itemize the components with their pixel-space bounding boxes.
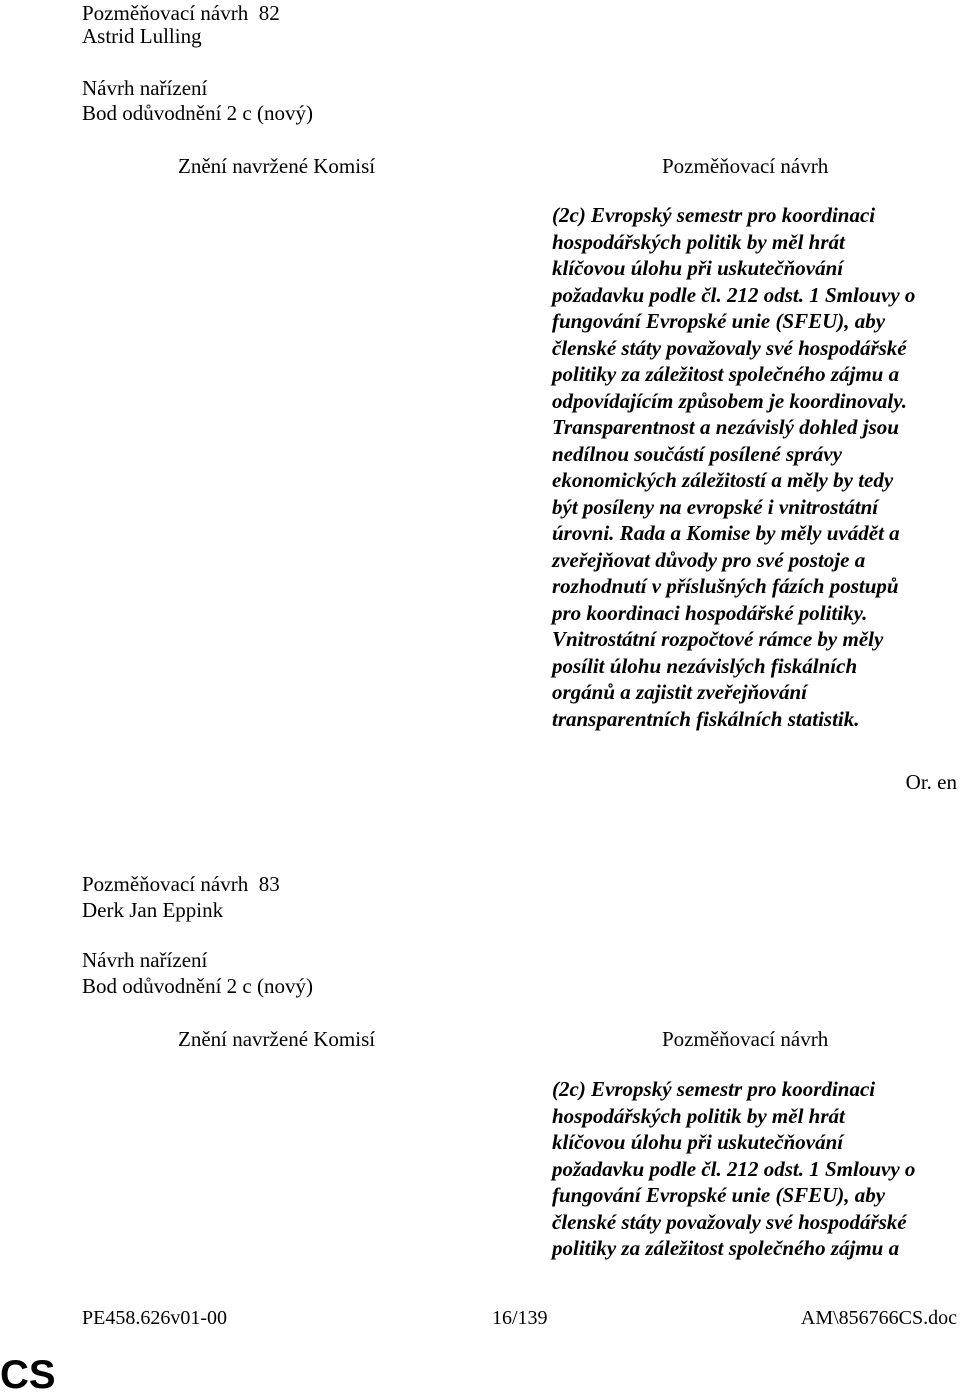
text-line: fungování Evropské unie (SFEU), aby xyxy=(552,309,886,333)
text-line: politiky za záležitost společného zájmu a xyxy=(552,362,900,386)
amendment-83-text xyxy=(552,1076,952,1262)
footer-document-name: AM\856766CS.doc xyxy=(800,1307,957,1329)
amendment-82-proposal: Návrh nařízení xyxy=(82,76,208,100)
amendment-number: 82 xyxy=(258,1,280,25)
amendment-82-column-left-heading: Znění navržené Komisí xyxy=(178,154,376,178)
amendment-82-column-right-heading: Pozměňovací návrh xyxy=(662,154,829,178)
amendment-82-section: Bod odůvodnění 2 c (nový) xyxy=(82,101,313,125)
footer-page-number: 16/139 xyxy=(492,1307,548,1329)
amendment-83-column-right-heading: Pozměňovací návrh xyxy=(662,1027,829,1051)
text-line: rozhodnutí v příslušných fázích postupů xyxy=(552,574,899,598)
amendment-number: 83 xyxy=(258,872,280,896)
amendment-title-label: Pozměňovací návrh xyxy=(82,1,249,25)
amendment-83-column-left-heading: Znění navržené Komisí xyxy=(178,1027,376,1051)
text-line: úrovni. Rada a Komise by měly uvádět a xyxy=(552,521,900,545)
text-line: zveřejňovat důvody pro své postoje a xyxy=(552,547,866,572)
text-line: orgánů a zajistit zveřejňování xyxy=(552,680,807,704)
amendment-83-title xyxy=(82,871,280,898)
text-line: požadavku podle čl. 212 odst. 1 Smlouvy o xyxy=(552,282,916,307)
text-line: (2c) Evropský semestr pro koordinaci xyxy=(552,203,876,227)
amendment-83-proposal: Návrh nařízení xyxy=(82,948,208,972)
footer-reference: PE458.626v01-00 xyxy=(82,1307,227,1329)
text-line: posílit úlohu nezávislých fiskálních xyxy=(552,653,858,678)
amendment-82-author: Astrid Lulling xyxy=(82,24,202,48)
text-line: transparentních fiskálních statistik. xyxy=(552,706,860,731)
text-line: pro koordinaci hospodářské politiky. xyxy=(552,600,868,625)
text-line: členské státy považovaly své hospodářské xyxy=(552,335,907,360)
footer-language-code: CS xyxy=(0,1353,56,1397)
text-line: být posíleny na evropské i vnitrostátní xyxy=(552,494,879,519)
text-line: hospodářských politik by měl hrát xyxy=(552,229,845,254)
text-line: fungování Evropské unie (SFEU), aby xyxy=(552,1183,886,1207)
amendment-82-text xyxy=(552,202,952,732)
text-line: (2c) Evropský semestr pro koordinaci xyxy=(552,1077,876,1101)
text-line: klíčovou úlohu při uskutečňování xyxy=(552,1130,844,1154)
text-line: nedílnou součástí posílené správy xyxy=(552,441,842,466)
amendment-83-author: Derk Jan Eppink xyxy=(82,898,224,922)
amendment-83-section: Bod odůvodnění 2 c (nový) xyxy=(82,974,313,998)
text-line: politiky za záležitost společného zájmu a xyxy=(552,1236,900,1260)
text-line: členské státy považovaly své hospodářské xyxy=(552,1209,907,1234)
text-line: Vnitrostátní rozpočtové rámce by měly xyxy=(552,627,884,651)
text-line: ekonomických záležitostí a měly by tedy xyxy=(552,468,894,492)
text-line: odpovídajícím způsobem je koordinovaly. xyxy=(552,388,908,413)
amendment-title-label: Pozměňovací návrh xyxy=(82,872,249,896)
text-line: klíčovou úlohu při uskutečňování xyxy=(552,256,844,280)
text-line: Transparentnost a nezávislý dohled jsou xyxy=(552,415,899,439)
text-line: hospodářských politik by měl hrát xyxy=(552,1103,845,1128)
text-line: požadavku podle čl. 212 odst. 1 Smlouvy o xyxy=(552,1156,916,1181)
original-language-note: Or. en xyxy=(905,770,957,794)
